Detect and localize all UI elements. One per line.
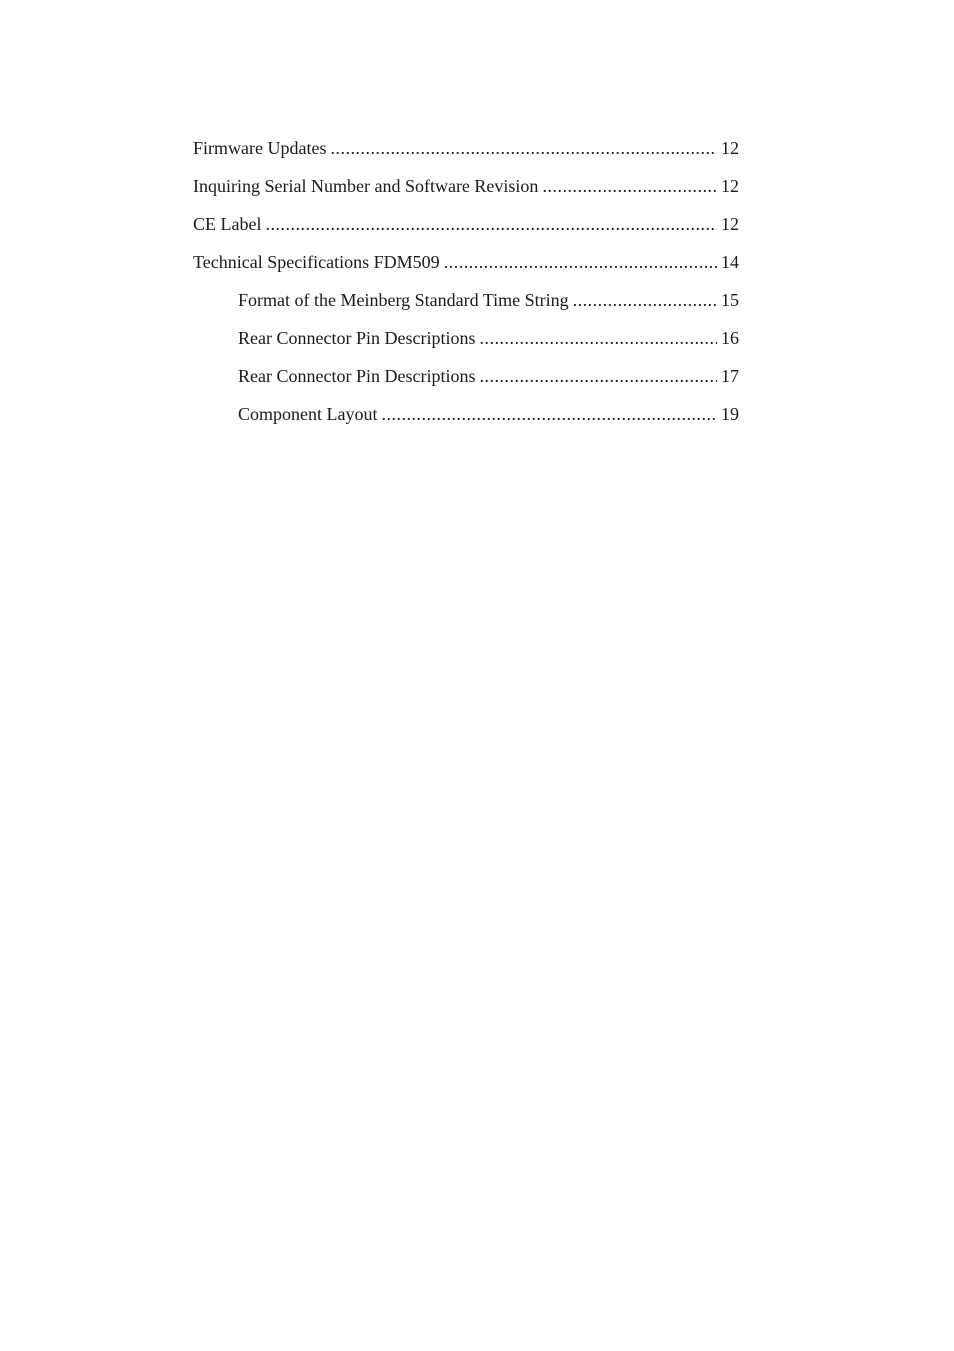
toc-entry-technical-specifications[interactable] — [193, 250, 739, 288]
toc-dot-leader — [542, 174, 717, 198]
toc-dot-leader — [444, 250, 717, 274]
toc-entry-ce-label[interactable] — [193, 212, 739, 250]
toc-dot-leader — [479, 326, 717, 350]
toc-entry-page: 14 — [721, 252, 739, 272]
toc-dot-leader — [381, 402, 717, 426]
toc-entry-serial-number[interactable] — [193, 174, 739, 212]
toc-entry-page: 12 — [721, 138, 739, 158]
toc-entry-title: Rear Connector Pin Descriptions — [238, 366, 476, 386]
toc-entry-page: 12 — [721, 176, 739, 196]
toc-entry-page: 15 — [721, 290, 739, 310]
toc-entry-title: Rear Connector Pin Descriptions — [238, 328, 476, 348]
toc-entry-component-layout[interactable] — [193, 402, 739, 440]
toc-entry-title: Component Layout — [238, 404, 378, 424]
toc-entry-title: Inquiring Serial Number and Software Revision — [193, 176, 539, 196]
table-of-contents — [193, 136, 739, 440]
toc-entry-page: 17 — [721, 366, 739, 386]
toc-entry-rear-connector-pins-2[interactable] — [193, 364, 739, 402]
toc-entry-page: 16 — [721, 328, 739, 348]
toc-entry-rear-connector-pins-1[interactable] — [193, 326, 739, 364]
toc-dot-leader — [330, 136, 717, 160]
toc-entry-title: Technical Specifications FDM509 — [193, 252, 440, 272]
toc-entry-time-string-format[interactable] — [193, 288, 739, 326]
toc-dot-leader — [479, 364, 717, 388]
toc-entry-page: 19 — [721, 404, 739, 424]
toc-dot-leader — [573, 288, 717, 312]
toc-entry-title: CE Label — [193, 214, 262, 234]
toc-entry-page: 12 — [721, 214, 739, 234]
toc-dot-leader — [265, 212, 717, 236]
toc-entry-firmware-updates[interactable] — [193, 136, 739, 174]
toc-entry-title: Format of the Meinberg Standard Time String — [238, 290, 569, 310]
toc-entry-title: Firmware Updates — [193, 138, 327, 158]
